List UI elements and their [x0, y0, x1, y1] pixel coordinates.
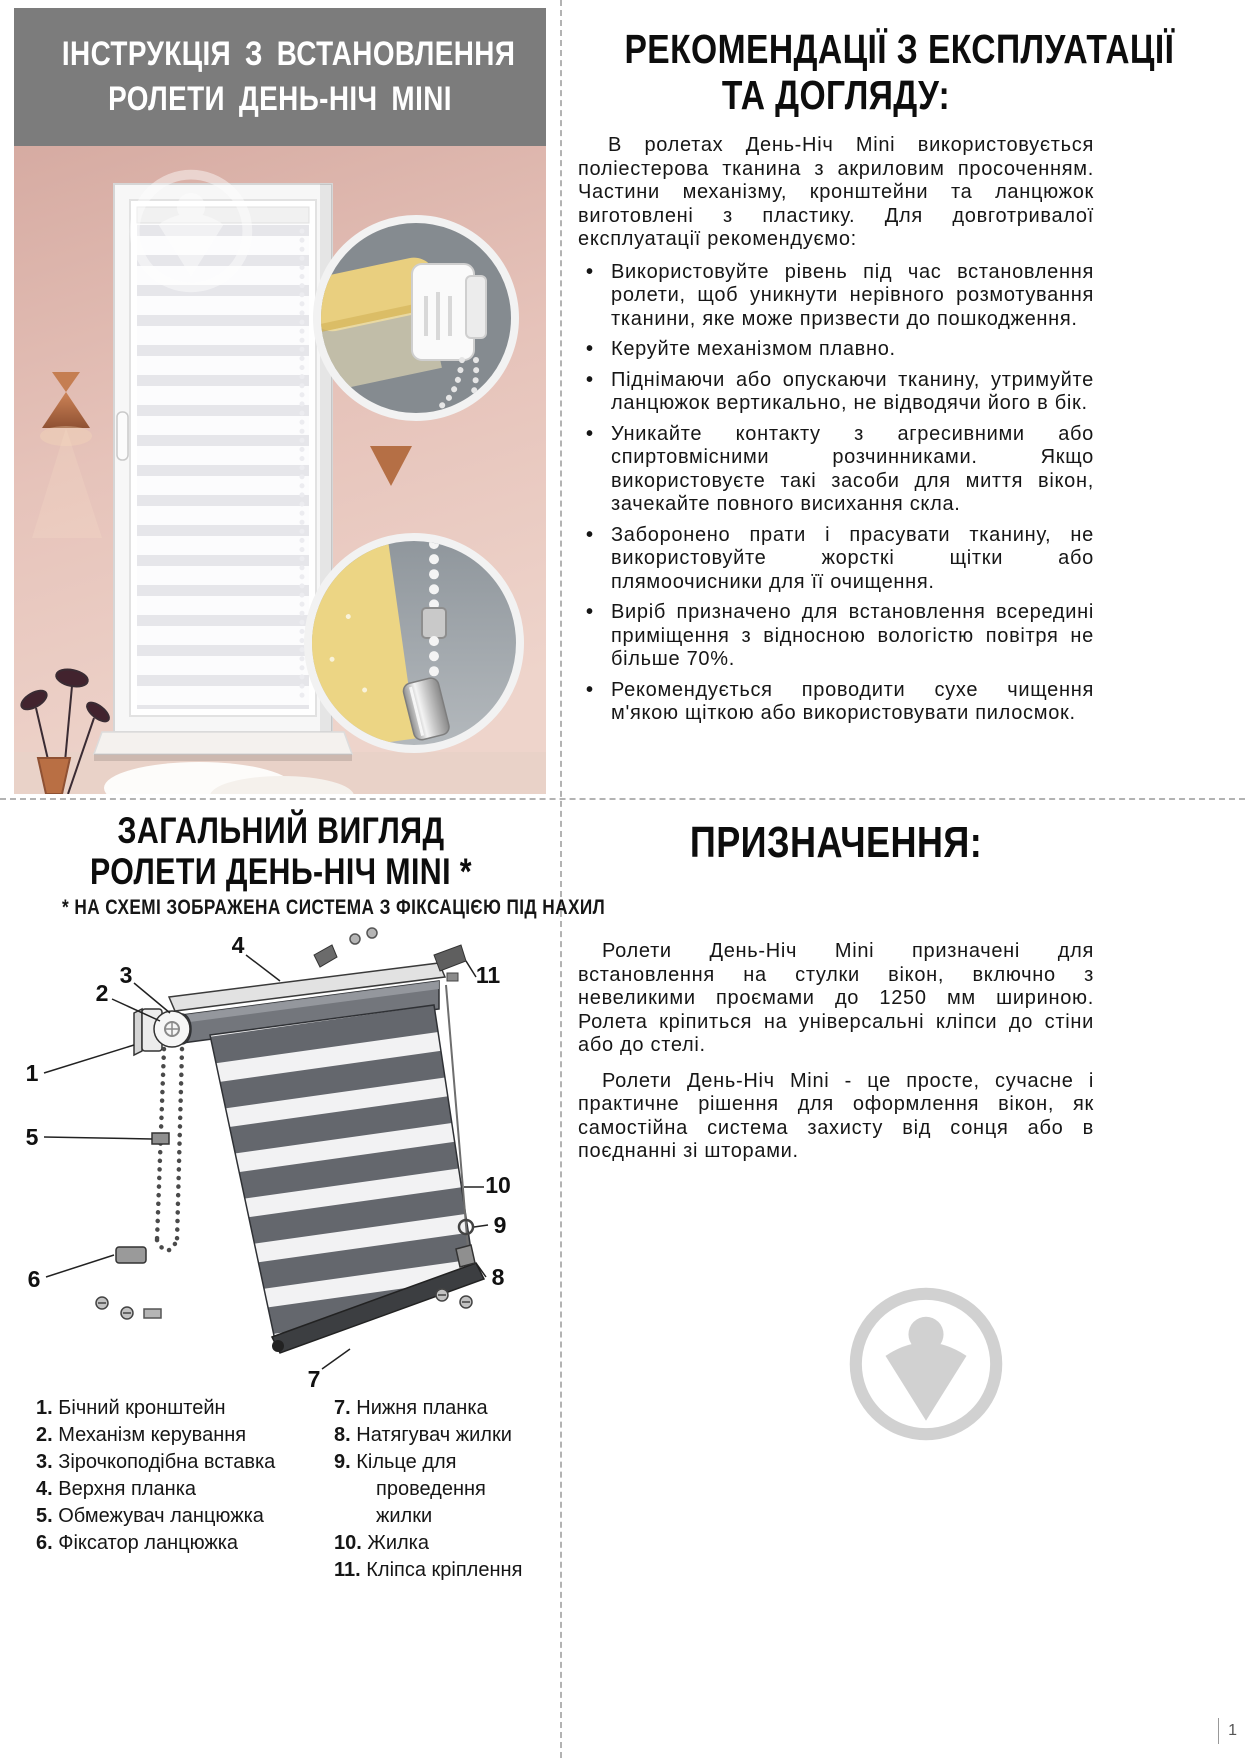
legend-item: 7. Нижня планка — [334, 1397, 488, 1419]
care-bullet: • Піднімаючи або опускаючи тканину, утримуйте ланцюжок вертикально, не відводячи його в бік. — [578, 369, 1094, 416]
legend-item: 4. Верхня планка — [36, 1478, 197, 1500]
install-title-band — [14, 8, 546, 146]
care-bullet: • Заборонено прати і прасувати тканину, не використовуйте жорсткі щітки або плямоочисники для її очищення. — [578, 524, 1094, 595]
care-intro: В ролетах День-Ніч Mini використовується поліестерова тканина з акриловим просоченням. Частини механізму, кронштейни та ланцюжок виготовлені з пластику. Для довготривалої експлуатації рекомендуємо: — [578, 134, 1094, 250]
care-bullet-list — [578, 261, 1094, 726]
care-bullet: • Використовуйте рівень під час встановлення ролети, щоб уникнути нерівного розмотування тканини, яке може призвести до пошкодження. — [578, 261, 1094, 332]
callout-2: 2 — [95, 980, 109, 1006]
vertical-dashed-divider — [560, 0, 562, 1758]
legend-item: 5. Обмежувач ланцюжка — [36, 1505, 264, 1527]
callout-3: 3 — [119, 962, 133, 988]
parts-legend — [14, 1395, 548, 1584]
window-sill — [94, 732, 352, 754]
cord-tensioner — [456, 1245, 475, 1267]
side-bracket — [134, 1009, 142, 1055]
callout-9: 9 — [493, 1212, 507, 1238]
screw — [367, 928, 377, 938]
care-bullet: • Рекомендується проводити сухе чищення м'якою щіткою або використовувати пилосмок. — [578, 679, 1094, 726]
window-handle — [117, 412, 128, 460]
page-number: 1 — [1218, 1718, 1237, 1744]
care-bullet: • Керуйте механізмом плавно. — [578, 338, 1094, 362]
callout-11: 11 — [475, 962, 501, 988]
legend-item: 9. Кільце для проведення жилки — [334, 1451, 486, 1527]
screw — [350, 934, 360, 944]
callout-10: 10 — [485, 1172, 511, 1198]
chain-limiter — [152, 1133, 169, 1144]
horizontal-dashed-divider — [0, 798, 1245, 800]
legend-column-right — [334, 1395, 546, 1584]
legend-item: 3. Зірочкоподібна вставка — [36, 1451, 276, 1473]
chain-fixator — [116, 1247, 146, 1263]
purpose-paragraph-1: Ролети День-Ніч Mini призначені для встановлення на стулки вікон, включно з невеликими проємами до 1250 мм шириною. Ролета кріпиться на універсальні кліпси до стіни або до стелі. — [578, 940, 1094, 1056]
callout-7: 7 — [307, 1366, 321, 1392]
brand-watermark — [845, 1283, 1007, 1445]
callout-8: 8 — [491, 1264, 505, 1290]
install-title-line2: РОЛЕТИ ДЕНЬ-НІЧ MINI — [108, 80, 452, 118]
brand-watermark-photo — [126, 166, 256, 296]
care-title-line2: ТА ДОГЛЯДУ: — [721, 72, 951, 118]
overview-title-line2: РОЛЕТИ ДЕНЬ-НІЧ MINI * — [89, 851, 473, 892]
callout-1: 1 — [25, 1060, 39, 1086]
purpose-title: ПРИЗНАЧЕННЯ: — [689, 818, 983, 867]
install-title-line1: ІНСТРУКЦІЯ З ВСТАНОВЛЕННЯ — [61, 35, 516, 73]
overview-subtitle: * НА СХЕМІ ЗОБРАЖЕНА СИСТЕМА З ФІКСАЦІЄЮ ПІД НАХИЛ — [62, 896, 606, 919]
purpose-section — [578, 818, 1094, 1164]
care-section — [578, 26, 1175, 733]
legend-item: 11. Кліпса кріплення — [334, 1559, 523, 1581]
legend-item: 8. Натягувач жилки — [334, 1424, 512, 1446]
callout-6: 6 — [27, 1266, 41, 1292]
care-title-line1: РЕКОМЕНДАЦІЇ З ЕКСПЛУАТАЦІЇ — [624, 26, 1175, 72]
roller-blind-diagram — [14, 925, 548, 1393]
photo-illustration — [14, 146, 546, 794]
overview-title-line1: ЗАГАЛЬНИЙ ВИГЛЯД — [117, 810, 445, 851]
care-bullet: • Уникайте контакту з агресивними або спиртовмісними розчинниками. Якщо використовуєте такі засоби для миття вікон, зачекайте повного висихання скла. — [578, 423, 1094, 517]
overview-section — [14, 810, 606, 1584]
care-bullet: • Виріб призначено для встановлення всередині приміщення з відносною вологістю повітря не більше 70%. — [578, 601, 1094, 672]
legend-item: 10. Жилка — [334, 1532, 429, 1554]
mounting-clip — [434, 945, 466, 971]
legend-item: 1. Бічний кронштейн — [36, 1397, 226, 1419]
legend-item: 6. Фіксатор ланцюжка — [36, 1532, 239, 1554]
callout-4: 4 — [231, 932, 245, 958]
installation-photo — [14, 146, 546, 794]
legend-column-left — [36, 1395, 334, 1584]
callout-5: 5 — [25, 1124, 39, 1150]
purpose-paragraph-2: Ролети День-Ніч Mini - це просте, сучасне і практичне рішення для оформлення вікон, як самостійна система захисту від сонця або в поєднанні зі шторами. — [578, 1069, 1094, 1162]
legend-item: 2. Механізм керування — [36, 1424, 247, 1446]
clip — [314, 945, 337, 967]
